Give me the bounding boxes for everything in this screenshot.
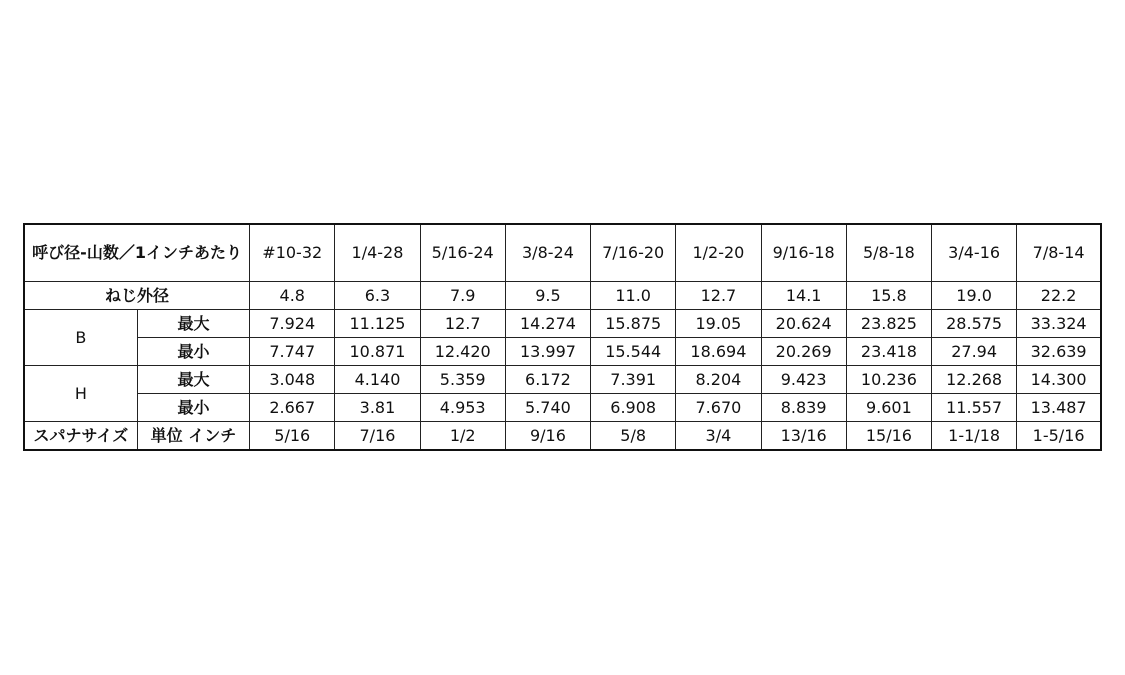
table-cell: 5/16 (250, 422, 335, 451)
table-cell: 5.359 (420, 366, 505, 394)
size-cell: 3/4-16 (932, 224, 1017, 282)
table-cell: 7.747 (250, 338, 335, 366)
table-cell: 7.924 (250, 310, 335, 338)
table-cell: 14.300 (1017, 366, 1101, 394)
table-cell: 27.94 (932, 338, 1017, 366)
table-cell: 23.418 (846, 338, 931, 366)
unit-label: 単位 インチ (137, 422, 249, 451)
table-cell: 12.7 (420, 310, 505, 338)
table-cell: 33.324 (1017, 310, 1101, 338)
table-cell: 12.420 (420, 338, 505, 366)
table-cell: 4.953 (420, 394, 505, 422)
table-cell: 2.667 (250, 394, 335, 422)
table-cell: 5/8 (591, 422, 676, 451)
table-cell: 14.274 (505, 310, 590, 338)
table-cell: 10.236 (846, 366, 931, 394)
table-cell: 3.81 (335, 394, 420, 422)
h-min-row (24, 394, 1101, 422)
table-cell: 9.601 (846, 394, 931, 422)
table-cell: 1/2 (420, 422, 505, 451)
table-cell: 8.839 (761, 394, 846, 422)
h-max-row (24, 366, 1101, 394)
table-cell: 15.8 (846, 282, 931, 310)
table-cell: 12.268 (932, 366, 1017, 394)
spanner-size-row (24, 422, 1101, 451)
table-cell: 7.9 (420, 282, 505, 310)
size-cell: #10-32 (250, 224, 335, 282)
table-cell: 20.269 (761, 338, 846, 366)
table-cell: 19.05 (676, 310, 761, 338)
table-cell: 15/16 (846, 422, 931, 451)
table-cell: 28.575 (932, 310, 1017, 338)
size-cell: 3/8-24 (505, 224, 590, 282)
table-cell: 7.670 (676, 394, 761, 422)
spanner-size-label: スパナサイズ (24, 422, 137, 451)
thread-diameter-label: ねじ外径 (24, 282, 250, 310)
size-cell: 5/16-24 (420, 224, 505, 282)
table-cell: 6.908 (591, 394, 676, 422)
table-cell: 11.0 (591, 282, 676, 310)
table-cell: 22.2 (1017, 282, 1101, 310)
table-cell: 15.544 (591, 338, 676, 366)
table-cell: 9.5 (505, 282, 590, 310)
table-cell: 13.997 (505, 338, 590, 366)
table-cell: 3/4 (676, 422, 761, 451)
size-cell: 1/4-28 (335, 224, 420, 282)
h-min-label: 最小 (137, 394, 249, 422)
table-cell: 4.8 (250, 282, 335, 310)
table-cell: 5.740 (505, 394, 590, 422)
table-cell: 6.3 (335, 282, 420, 310)
b-min-row (24, 338, 1101, 366)
table-cell: 14.1 (761, 282, 846, 310)
table-cell: 7.391 (591, 366, 676, 394)
h-max-label: 最大 (137, 366, 249, 394)
table-cell: 11.557 (932, 394, 1017, 422)
size-cell: 9/16-18 (761, 224, 846, 282)
table-cell: 23.825 (846, 310, 931, 338)
table-cell: 9/16 (505, 422, 590, 451)
table-cell: 1-5/16 (1017, 422, 1101, 451)
thread-diameter-row (24, 282, 1101, 310)
b-max-row (24, 310, 1101, 338)
dimension-table (23, 223, 1102, 451)
table-cell: 12.7 (676, 282, 761, 310)
table-cell: 1-1/18 (932, 422, 1017, 451)
table-cell: 3.048 (250, 366, 335, 394)
size-cell: 7/8-14 (1017, 224, 1101, 282)
b-max-label: 最大 (137, 310, 249, 338)
table-cell: 18.694 (676, 338, 761, 366)
nominal-size-header: 呼び径-山数／1インチあたり (24, 224, 250, 282)
b-min-label: 最小 (137, 338, 249, 366)
table-cell: 7/16 (335, 422, 420, 451)
table-cell: 10.871 (335, 338, 420, 366)
table-cell: 13.487 (1017, 394, 1101, 422)
header-row (24, 224, 1101, 282)
table-cell: 11.125 (335, 310, 420, 338)
table-cell: 4.140 (335, 366, 420, 394)
table-cell: 15.875 (591, 310, 676, 338)
table-cell: 8.204 (676, 366, 761, 394)
table-cell: 19.0 (932, 282, 1017, 310)
h-label: H (24, 366, 137, 422)
table-cell: 32.639 (1017, 338, 1101, 366)
table-cell: 13/16 (761, 422, 846, 451)
table-cell: 9.423 (761, 366, 846, 394)
size-cell: 7/16-20 (591, 224, 676, 282)
table-cell: 6.172 (505, 366, 590, 394)
b-label: B (24, 310, 137, 366)
table-cell: 20.624 (761, 310, 846, 338)
size-cell: 1/2-20 (676, 224, 761, 282)
size-cell: 5/8-18 (846, 224, 931, 282)
